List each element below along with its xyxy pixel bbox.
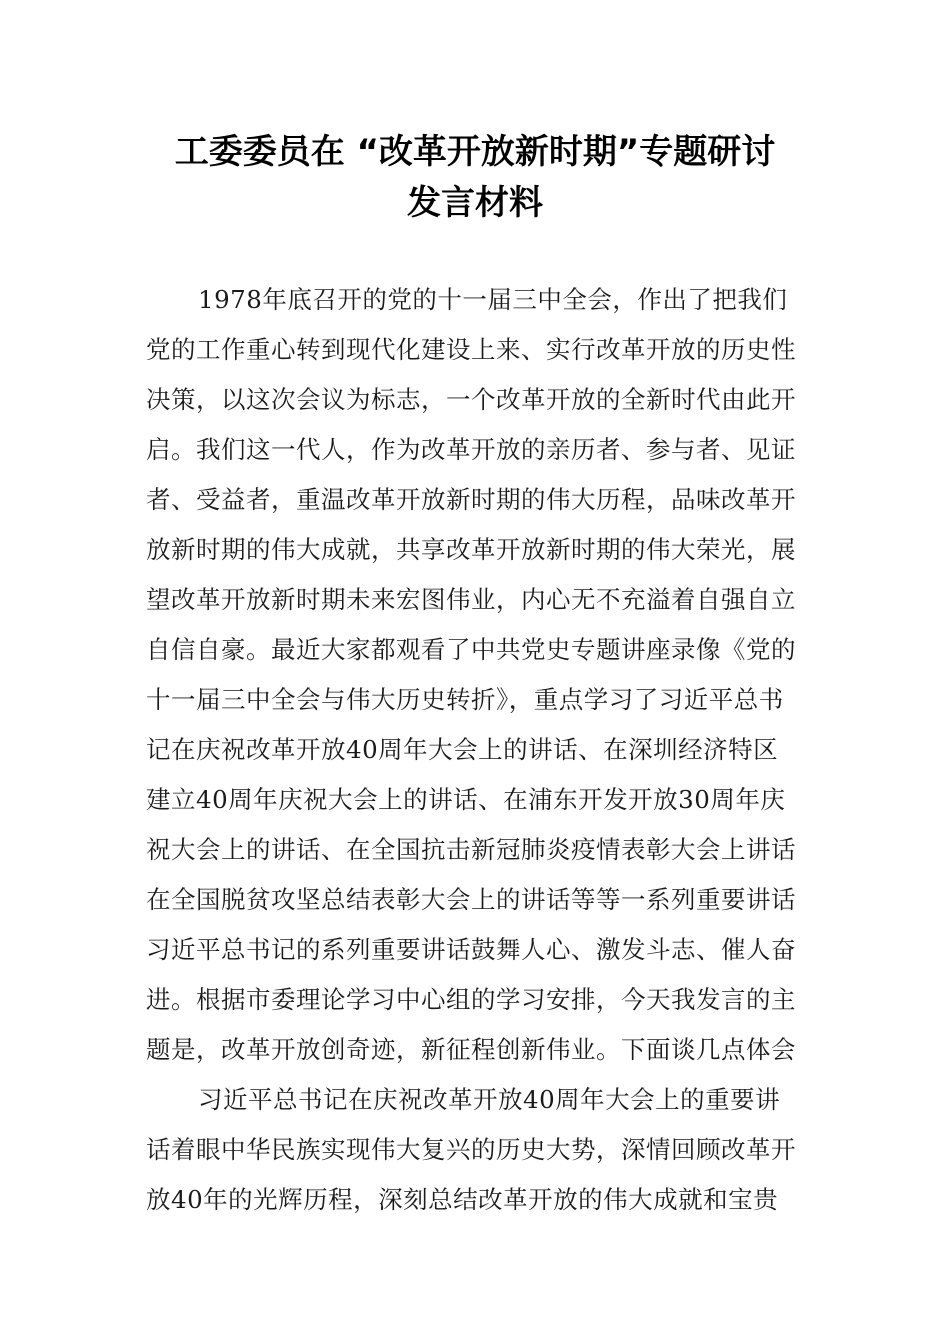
paragraph-line: 望改革开放新时期未来宏图伟业，内心无不充溢着自强自立	[146, 585, 796, 614]
paragraph-line: 祝大会上的讲话、在全国抗击新冠肺炎疫情表彰大会上讲话	[146, 835, 796, 864]
paragraph-line: 在全国脱贫攻坚总结表彰大会上的讲话等等一系列重要讲话	[146, 885, 796, 914]
paragraph-line: 习近平总书记的系列重要讲话鼓舞人心、激发斗志、催人奋	[146, 935, 796, 964]
document-title-line-2: 发言材料	[407, 183, 543, 223]
document-body	[146, 275, 810, 1225]
paragraph-line: 十一届三中全会与伟大历史转折》，重点学习了习近平总书	[146, 685, 784, 714]
document-title-line-1: 工委委员在 “改革开放新时期”专题研讨	[174, 132, 776, 172]
paragraph-line: 自信自豪。最近大家都观看了中共党史专题讲座录像《党的	[146, 635, 796, 664]
paragraph-line: 党的工作重心转到现代化建设上来、实行改革开放的历史性	[146, 335, 796, 364]
paragraph-line: 进。根据市委理论学习中心组的学习安排，今天我发言的主	[146, 985, 796, 1014]
paragraph-line: 习近平总书记在庆祝改革开放40周年大会上的重要讲	[198, 1085, 781, 1114]
paragraph-2	[146, 1075, 810, 1225]
paragraph-line: 话着眼中华民族实现伟大复兴的历史大势，深情回顾改革开	[146, 1135, 796, 1164]
paragraph-line: 建立40周年庆祝大会上的讲话、在浦东开发开放30周年庆	[146, 785, 786, 814]
paragraph-line: 记在庆祝改革开放40周年大会上的讲话、在深圳经济特区	[146, 735, 779, 764]
paragraph-line: 放新时期的伟大成就，共享改革开放新时期的伟大荣光，展	[146, 535, 796, 564]
paragraph-line: 者、受益者，重温改革开放新时期的伟大历程，品味改革开	[146, 485, 796, 514]
paragraph-line: 放40年的光辉历程，深刻总结改革开放的伟大成就和宝贵	[146, 1185, 779, 1214]
paragraph-line: 启。我们这一代人，作为改革开放的亲历者、参与者、见证	[146, 435, 796, 464]
paragraph-line: 决策，以这次会议为标志，一个改革开放的全新时代由此开	[146, 385, 796, 414]
paragraph-1	[146, 275, 810, 1075]
paragraph-line: 题是，改革开放创奇迹，新征程创新伟业。下面谈几点体会	[146, 1035, 796, 1064]
paragraph-line: 1978年底召开的党的十一届三中全会，作出了把我们	[198, 285, 788, 314]
